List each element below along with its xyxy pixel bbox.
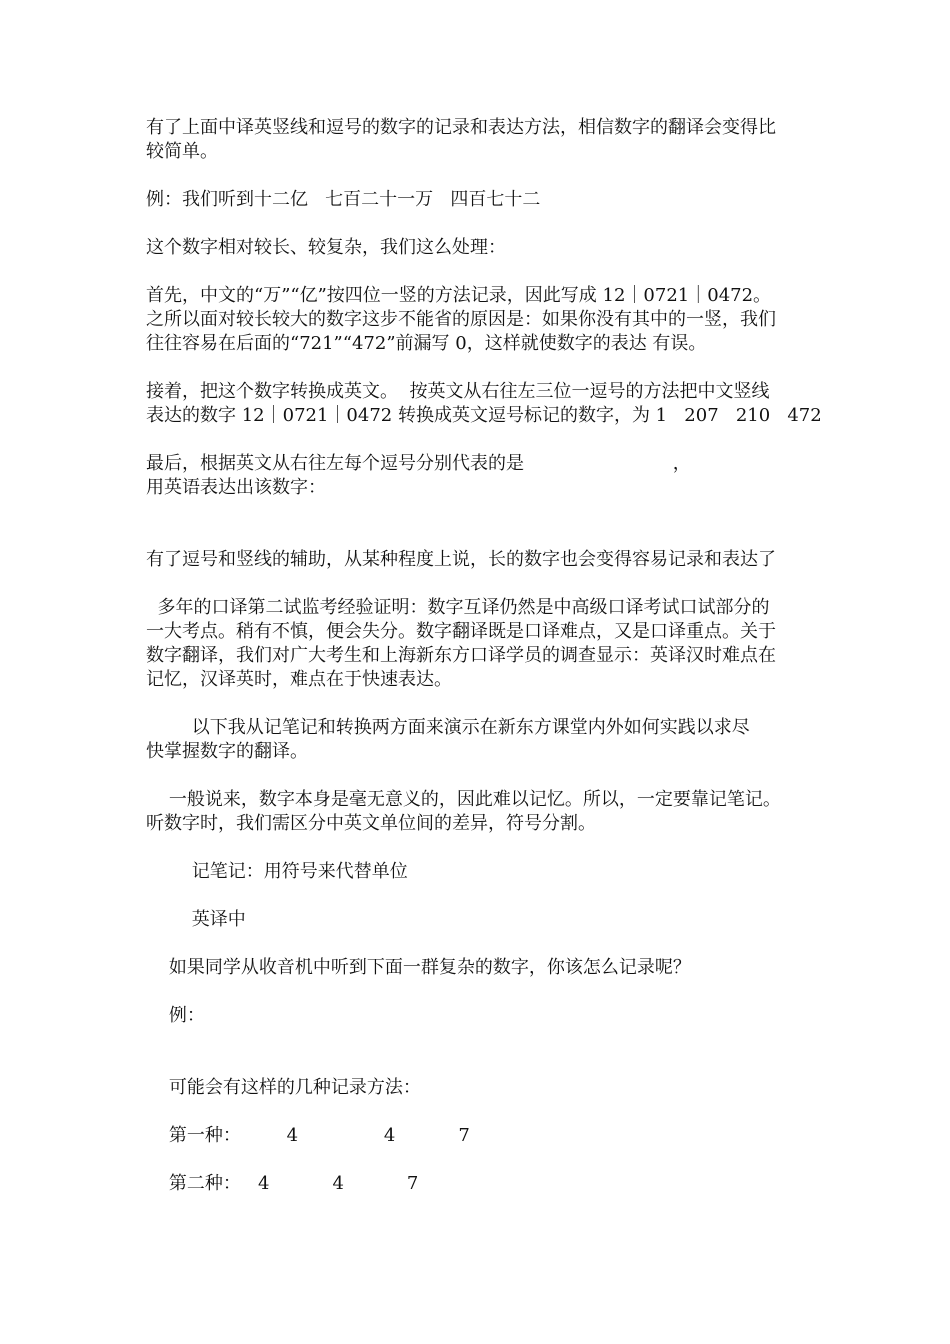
example-label: 例： xyxy=(146,1005,205,1026)
paragraph-exam-line-2: 一大考点。稍有不慎，便会失分。数字翻译既是口译难点，又是口译重点。关于 xyxy=(146,621,776,642)
step-last-line-2: 用英语表达出该数字： xyxy=(146,477,326,498)
paragraph-demo-line-2: 快掌握数字的翻译。 xyxy=(146,741,308,762)
heading-note-symbols: 记笔记：用符号来代替单位 xyxy=(146,861,408,882)
method-second-line: 第二种： 4 4 7 xyxy=(146,1173,419,1194)
step-last-line-1: 最后，根据英文从右往左每个逗号分别代表的是 ， xyxy=(146,453,691,474)
paragraph-exam-line-4: 记忆，汉译英时，难点在于快速表达。 xyxy=(146,669,452,690)
step-first-line-3: 往往容易在后面的“721”“472”前漏写 0，这样就使数字的表达 有误。 xyxy=(146,333,707,354)
paragraph-exam-line-1: 多年的口译第二试监考经验证明：数字互译仍然是中高级口译考试口试部分的 xyxy=(146,597,770,618)
step-next-line-2: 表达的数字 12｜0721｜0472 转换成英文逗号标记的数字，为 1 207 210 472 xyxy=(146,405,822,426)
paragraph-demo-line-1: 以下我从记笔记和转换两方面来演示在新东方课堂内外如何实践以求尽 xyxy=(146,717,750,738)
paragraph-notes-line-1: 一般说来，数字本身是毫无意义的，因此难以记忆。所以，一定要靠记笔记。 xyxy=(146,789,781,810)
paragraph-intro-line-2: 较简单。 xyxy=(146,141,218,162)
paragraph-notes-line-2: 听数字时，我们需区分中英文单位间的差异，符号分割。 xyxy=(146,813,596,834)
heading-en-to-cn: 英译中 xyxy=(146,909,246,930)
question-line: 如果同学从收音机中听到下面一群复杂的数字，你该怎么记录呢？ xyxy=(146,957,691,978)
processing-line: 这个数字相对较长、较复杂，我们这么处理： xyxy=(146,237,506,258)
step-next-line-1: 接着，把这个数字转换成英文。 按英文从右往左三位一逗号的方法把中文竖线 xyxy=(146,381,770,402)
step-first-line-1: 首先，中文的“万”“亿”按四位一竖的方法记录，因此写成 12｜0721｜0472。 xyxy=(146,285,772,306)
method-first-line: 第一种： 4 4 7 xyxy=(146,1125,470,1146)
step-first-line-2: 之所以面对较长较大的数字这步不能省的原因是：如果你没有其中的一竖，我们 xyxy=(146,309,776,330)
paragraph-exam-line-3: 数字翻译，我们对广大考生和上海新东方口译学员的调查显示：英译汉时难点在 xyxy=(146,645,776,666)
paragraph-intro-line-1: 有了上面中译英竖线和逗号的数字的记录和表达方法，相信数字的翻译会变得比 xyxy=(146,117,776,138)
example-line: 例：我们听到十二亿 七百二十一万 四百七十二 xyxy=(146,189,541,210)
methods-intro-line: 可能会有这样的几种记录方法： xyxy=(146,1077,421,1098)
summary-line: 有了逗号和竖线的辅助，从某种程度上说，长的数字也会变得容易记录和表达了 xyxy=(146,549,776,570)
